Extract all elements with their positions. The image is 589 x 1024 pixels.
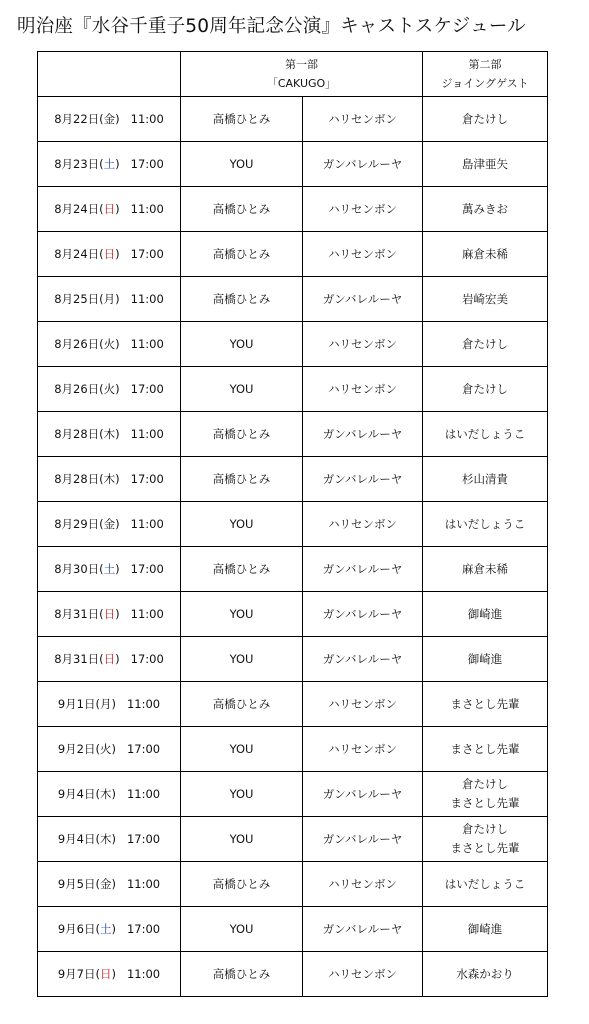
day-of-week: 月 [103,292,116,306]
guest-cell [423,142,548,187]
guest-cell [423,907,548,952]
date-md: 8月25日 [54,292,100,306]
dow-close-paren: ) [115,382,120,396]
day-of-week: 土 [100,922,112,936]
guest-cell [423,232,548,277]
guest-cell [423,682,548,727]
dow-open-paren: ( [99,652,104,666]
day-of-week: 火 [103,337,116,351]
dow-close-paren: ) [111,877,116,891]
date-md: 9月1日 [57,697,96,711]
guest-name: 倉たけし [462,777,509,791]
time-gap [116,877,127,891]
cast-b-cell: ハリセンボン [303,727,423,772]
cast-schedule-table [37,51,548,997]
time-gap [116,787,127,801]
cast-b-cell: ハリセンボン [303,502,423,547]
dow-close-paren: ) [115,247,120,261]
dow-open-paren: ( [99,382,104,396]
cast-a-cell: YOU [181,142,303,187]
day-of-week: 金 [103,112,116,126]
cast-b-cell: ガンバレルーヤ [303,412,423,457]
dow-open-paren: ( [99,517,104,531]
table-row [38,817,548,862]
date-cell [38,727,181,772]
cast-a-cell: 高橋ひとみ [181,862,303,907]
time-gap [116,967,127,981]
dow-open-paren: ( [95,967,100,981]
show-time: 17:00 [130,652,164,666]
table-row [38,907,548,952]
time-gap [120,652,131,666]
cast-a-cell: YOU [181,592,303,637]
time-gap [120,472,131,486]
day-of-week: 土 [103,157,116,171]
show-time: 17:00 [130,382,164,396]
header-part2 [423,52,548,97]
cast-b-cell: ハリセンボン [303,682,423,727]
time-gap [116,832,127,846]
cast-a-cell: YOU [181,907,303,952]
time-gap [120,157,131,171]
guest-name: 麻倉未稀 [462,246,509,261]
time-gap [120,562,131,576]
guest-name: まさとし先輩 [450,841,520,855]
date-md: 8月26日 [54,382,100,396]
show-time: 17:00 [130,157,164,171]
date-md: 9月5日 [57,877,96,891]
dow-open-paren: ( [99,337,104,351]
guest-cell [423,187,548,232]
cast-b-cell: ガンバレルーヤ [303,907,423,952]
header-part1 [181,52,423,97]
guest-cell [423,772,548,817]
table-row [38,277,548,322]
date-md: 8月31日 [54,652,100,666]
show-time: 17:00 [126,832,161,846]
date-cell [38,952,181,997]
cast-a-cell: 高橋ひとみ [181,277,303,322]
date-cell [38,367,181,412]
table-row [38,502,548,547]
guest-name: 倉たけし [462,822,509,836]
time-gap [120,517,131,531]
day-of-week: 木 [103,427,116,441]
dow-open-paren: ( [95,742,100,756]
guest-name: 倉たけし [462,336,509,351]
date-cell [38,412,181,457]
cast-a-cell: YOU [181,367,303,412]
table-row [38,97,548,142]
cast-a-cell: YOU [181,817,303,862]
dow-open-paren: ( [99,472,104,486]
date-md: 9月6日 [57,922,96,936]
cast-b-cell: ガンバレルーヤ [303,592,423,637]
show-time: 17:00 [126,922,161,936]
date-md: 9月4日 [57,832,96,846]
cast-a-cell: 高橋ひとみ [181,952,303,997]
dow-close-paren: ) [115,157,120,171]
day-of-week: 日 [103,607,116,621]
date-md: 8月24日 [54,202,100,216]
date-cell [38,772,181,817]
cast-a-cell: 高橋ひとみ [181,187,303,232]
date-cell [38,547,181,592]
show-time: 11:00 [130,517,164,531]
cast-b-cell: ガンバレルーヤ [303,772,423,817]
dow-open-paren: ( [99,292,104,306]
cast-b-cell: ハリセンボン [303,187,423,232]
guest-cell [423,97,548,142]
dow-open-paren: ( [95,787,100,801]
table-row [38,727,548,772]
table-row [38,682,548,727]
time-gap [120,427,131,441]
show-time: 11:00 [130,202,164,216]
time-gap [120,247,131,261]
cast-b-cell: ハリセンボン [303,232,423,277]
dow-close-paren: ) [115,337,120,351]
dow-close-paren: ) [115,292,120,306]
guest-cell [423,502,548,547]
cast-a-cell: 高橋ひとみ [181,412,303,457]
table-row [38,412,548,457]
cast-b-cell: ハリセンボン [303,862,423,907]
day-of-week: 木 [100,832,112,846]
cast-b-cell: ガンバレルーヤ [303,142,423,187]
dow-open-paren: ( [99,427,104,441]
time-gap [120,607,131,621]
cast-a-cell: YOU [181,727,303,772]
header-part2-subtitle: ジョイングゲスト [441,77,529,90]
date-cell [38,97,181,142]
date-md: 8月31日 [54,607,100,621]
guest-name: 御崎進 [467,651,503,666]
guest-cell [423,412,548,457]
table-row [38,457,548,502]
date-md: 8月23日 [54,157,100,171]
dow-close-paren: ) [115,652,120,666]
guest-name: はいだしょうこ [444,426,526,441]
guest-name: 倉たけし [462,381,509,396]
date-cell [38,907,181,952]
day-of-week: 月 [100,697,112,711]
cast-b-cell: ハリセンボン [303,97,423,142]
header-part1-subtitle: 「CAKUGO」 [266,77,337,90]
date-md: 9月2日 [57,742,96,756]
dow-close-paren: ) [111,967,116,981]
time-gap [120,112,131,126]
time-gap [116,742,127,756]
guest-cell [423,547,548,592]
guest-name: はいだしょうこ [444,876,526,891]
date-md: 8月22日 [54,112,100,126]
date-cell [38,637,181,682]
show-time: 17:00 [130,247,164,261]
date-md: 8月29日 [54,517,100,531]
date-md: 8月26日 [54,337,100,351]
date-md: 9月4日 [57,787,96,801]
guest-cell [423,457,548,502]
time-gap [116,697,127,711]
dow-open-paren: ( [95,832,100,846]
time-gap [120,202,131,216]
cast-b-cell: ガンバレルーヤ [303,637,423,682]
table-row [38,142,548,187]
cast-a-cell: 高橋ひとみ [181,97,303,142]
dow-close-paren: ) [115,562,120,576]
time-gap [120,337,131,351]
date-md: 8月28日 [54,427,100,441]
guest-cell [423,952,548,997]
date-cell [38,142,181,187]
table-row [38,232,548,277]
dow-close-paren: ) [115,607,120,621]
table-row [38,952,548,997]
header-part2-title: 第二部 [468,58,502,71]
guest-cell [423,322,548,367]
guest-name: 麻倉未稀 [462,561,509,576]
date-md: 8月24日 [54,247,100,261]
guest-cell [423,367,548,412]
table-row [38,322,548,367]
date-cell [38,682,181,727]
guest-cell [423,637,548,682]
cast-b-cell: ガンバレルーヤ [303,457,423,502]
time-gap [120,292,131,306]
show-time: 11:00 [130,112,164,126]
date-cell [38,187,181,232]
show-time: 11:00 [126,967,161,981]
dow-close-paren: ) [111,832,116,846]
day-of-week: 日 [103,202,116,216]
guest-name: 岩崎宏美 [462,291,509,306]
guest-cell [423,817,548,862]
day-of-week: 火 [103,382,116,396]
cast-a-cell: YOU [181,322,303,367]
show-time: 11:00 [130,337,164,351]
cast-a-cell: 高橋ひとみ [181,547,303,592]
guest-name: 倉たけし [462,111,509,126]
dow-close-paren: ) [111,742,116,756]
table-row [38,367,548,412]
dow-close-paren: ) [115,112,120,126]
guest-name: まさとし先輩 [450,741,520,756]
guest-name: 萬みきお [462,201,509,216]
dow-open-paren: ( [99,202,104,216]
dow-open-paren: ( [99,157,104,171]
dow-open-paren: ( [99,112,104,126]
cast-a-cell: 高橋ひとみ [181,457,303,502]
cast-b-cell: ガンバレルーヤ [303,817,423,862]
cast-a-cell: YOU [181,637,303,682]
show-time: 17:00 [130,472,164,486]
day-of-week: 木 [100,787,112,801]
cast-b-cell: ガンバレルーヤ [303,277,423,322]
show-time: 17:00 [126,742,161,756]
date-cell [38,322,181,367]
table-row [38,547,548,592]
day-of-week: 日 [100,967,112,981]
guest-cell [423,592,548,637]
guest-name: まさとし先輩 [450,796,520,810]
table-row [38,862,548,907]
table-row [38,592,548,637]
dow-close-paren: ) [115,517,120,531]
dow-open-paren: ( [99,607,104,621]
day-of-week: 土 [103,562,116,576]
cast-b-cell: ハリセンボン [303,322,423,367]
table-header-row [38,52,548,97]
show-time: 11:00 [130,427,164,441]
schedule-body [38,97,548,997]
dow-close-paren: ) [111,922,116,936]
day-of-week: 金 [103,517,116,531]
table-row [38,187,548,232]
header-part1-title: 第一部 [285,58,318,71]
dow-close-paren: ) [115,202,120,216]
dow-close-paren: ) [115,427,120,441]
dow-close-paren: ) [111,787,116,801]
dow-open-paren: ( [95,922,100,936]
guest-name: 島津亜矢 [462,156,509,171]
cast-b-cell: ハリセンボン [303,367,423,412]
day-of-week: 火 [100,742,112,756]
guest-cell [423,277,548,322]
guest-name: 杉山清貴 [462,471,509,486]
cast-a-cell: 高橋ひとみ [181,682,303,727]
dow-open-paren: ( [99,247,104,261]
show-time: 11:00 [130,607,164,621]
cast-a-cell: 高橋ひとみ [181,232,303,277]
cast-b-cell: ガンバレルーヤ [303,547,423,592]
date-cell [38,457,181,502]
date-cell [38,817,181,862]
show-time: 17:00 [130,562,164,576]
guest-name: 御崎進 [467,606,503,621]
show-time: 11:00 [126,787,161,801]
date-cell [38,502,181,547]
dow-open-paren: ( [95,697,100,711]
cast-a-cell: YOU [181,502,303,547]
day-of-week: 日 [103,247,116,261]
date-md: 8月30日 [54,562,100,576]
dow-open-paren: ( [99,562,104,576]
day-of-week: 木 [103,472,116,486]
date-md: 9月7日 [57,967,96,981]
table-row [38,637,548,682]
date-cell [38,277,181,322]
dow-close-paren: ) [111,697,116,711]
header-date-cell [38,52,181,97]
guest-cell [423,862,548,907]
time-gap [120,382,131,396]
guest-name: はいだしょうこ [444,516,526,531]
cast-b-cell: ハリセンボン [303,952,423,997]
date-cell [38,592,181,637]
day-of-week: 金 [100,877,112,891]
guest-name: 水森かおり [456,966,514,981]
day-of-week: 日 [103,652,116,666]
guest-name: まさとし先輩 [450,696,520,711]
date-cell [38,232,181,277]
guest-cell [423,727,548,772]
time-gap [116,922,127,936]
cast-a-cell: YOU [181,772,303,817]
dow-open-paren: ( [95,877,100,891]
show-time: 11:00 [126,697,161,711]
show-time: 11:00 [130,292,164,306]
table-row [38,772,548,817]
show-time: 11:00 [126,877,161,891]
date-cell [38,862,181,907]
guest-name: 御崎進 [467,921,503,936]
page-title: 明治座『水谷千重子50周年記念公演』キャストスケジュール [17,16,526,37]
dow-close-paren: ) [115,472,120,486]
date-md: 8月28日 [54,472,100,486]
